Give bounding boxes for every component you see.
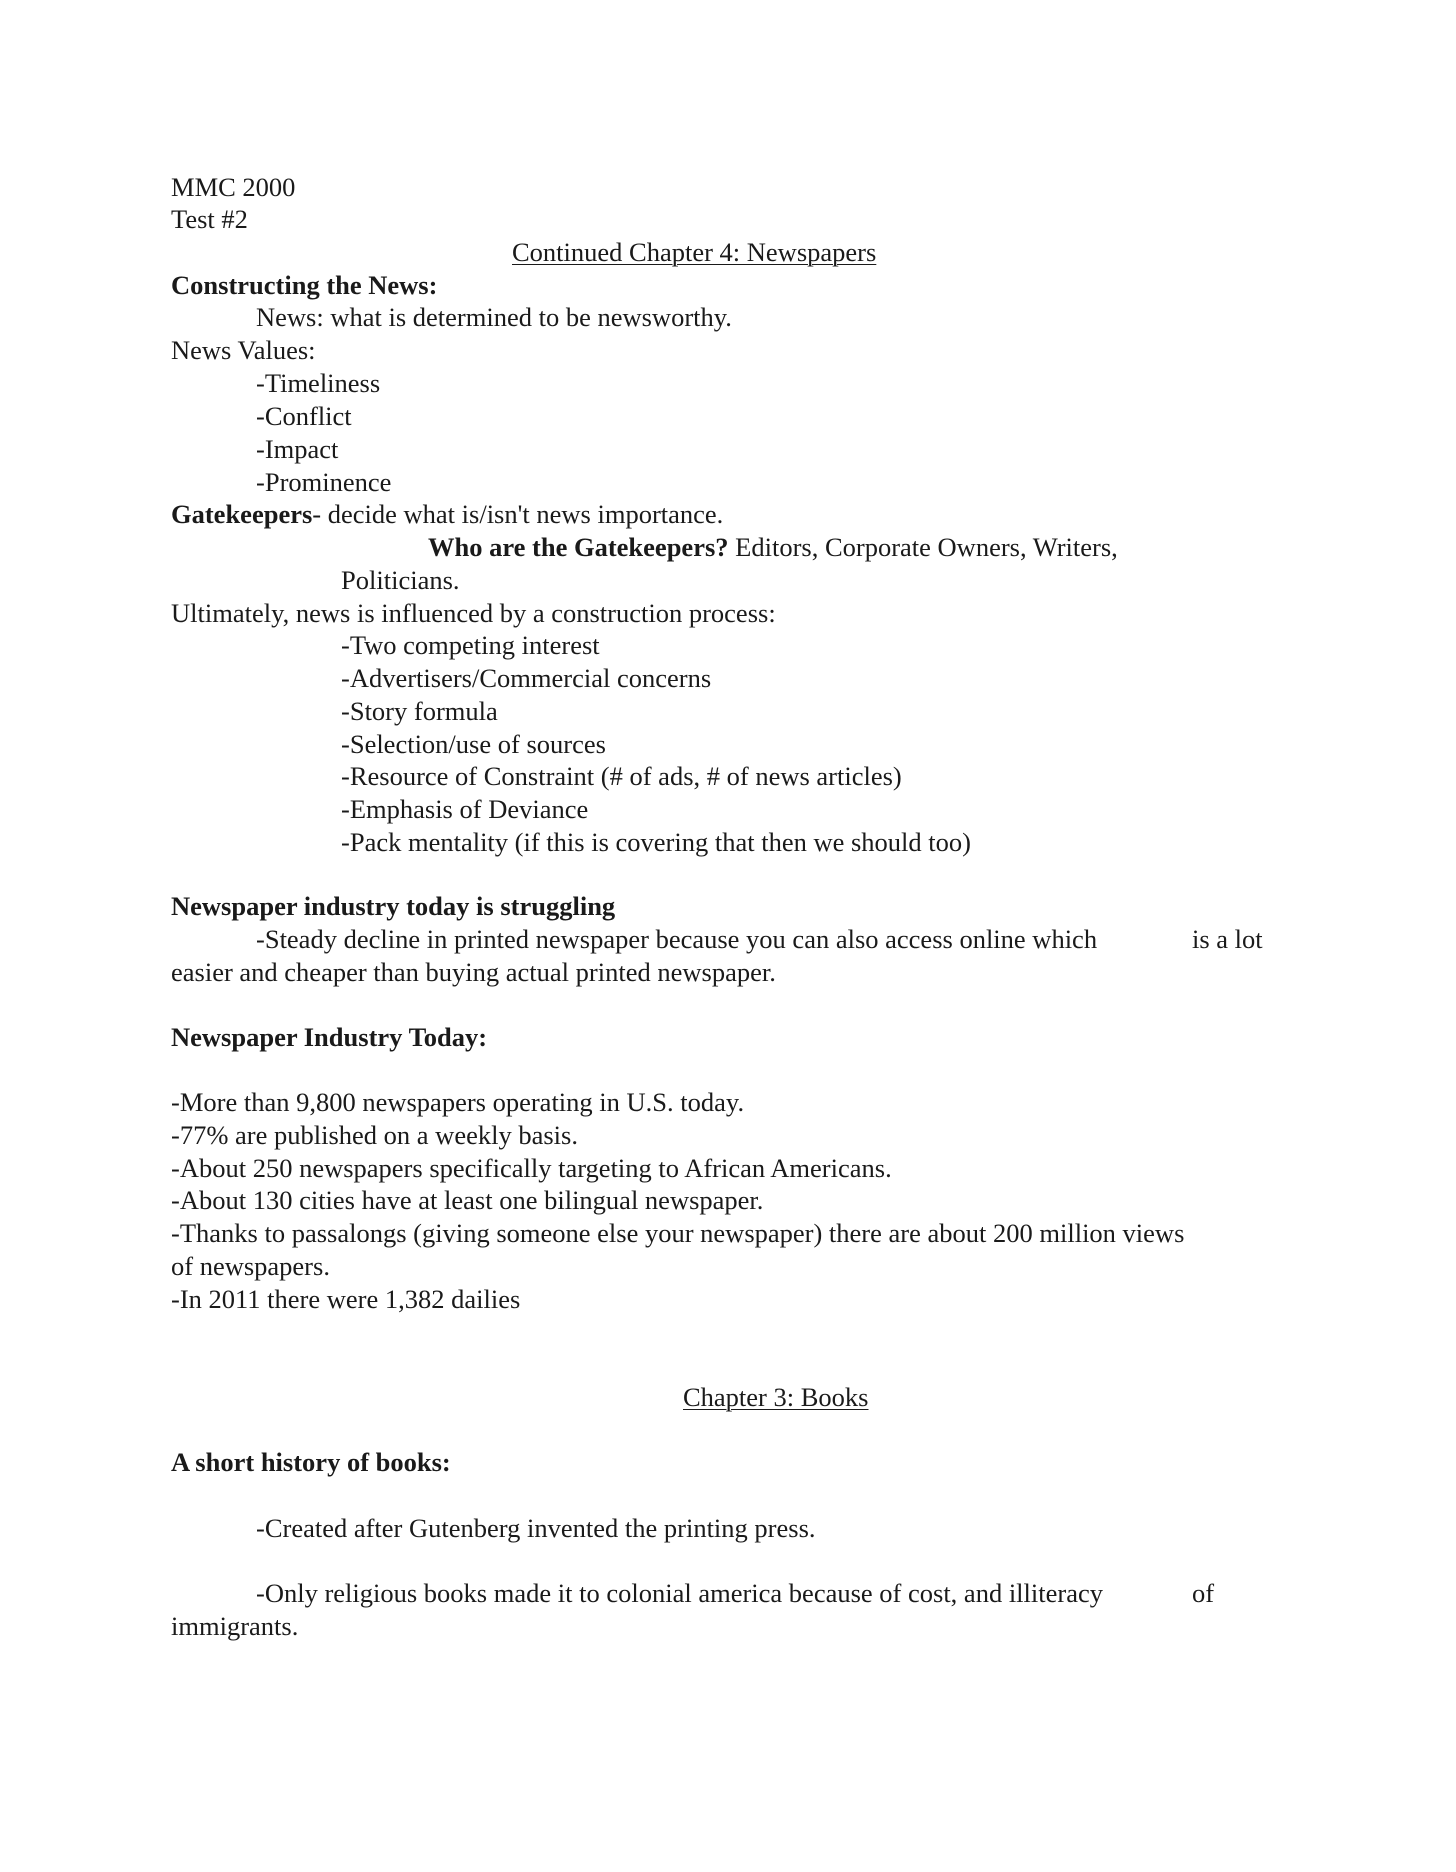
struggling-text-line2: easier and cheaper than buying actual printed newspaper. [171, 957, 776, 987]
news-values-label: News Values: [171, 335, 316, 365]
industry-fact: -77% are published on a weekly basis. [171, 1120, 578, 1150]
chapter-4-title: Continued Chapter 4: Newspapers [512, 237, 877, 267]
construction-item: -Story formula [341, 696, 498, 726]
construction-item: -Emphasis of Deviance [341, 794, 589, 824]
test-number: Test #2 [171, 204, 248, 234]
construction-item: -Pack mentality (if this is covering that then we should too) [341, 827, 971, 857]
gatekeepers-definition: - decide what is/isn't news importance. [312, 499, 724, 529]
industry-fact: -About 250 newspapers specifically targeting to African Americans. [171, 1153, 892, 1183]
industry-fact-continued: of newspapers. [171, 1251, 330, 1281]
gatekeepers-question-line [428, 531, 1118, 563]
books-point-1: -Created after Gutenberg invented the printing press. [256, 1513, 816, 1543]
industry-fact: -In 2011 there were 1,382 dailies [171, 1284, 521, 1314]
industry-fact: -About 130 cities have at least one bilingual newspaper. [171, 1185, 764, 1215]
news-definition: News: what is determined to be newsworthy. [256, 302, 732, 332]
news-value-item: -Timeliness [256, 368, 381, 398]
books-history-heading: A short history of books: [171, 1447, 451, 1477]
struggling-text-line1-tail: is a lot [1192, 924, 1263, 954]
news-value-item: -Impact [256, 434, 339, 464]
industry-today-heading: Newspaper Industry Today: [171, 1022, 488, 1052]
construction-intro: Ultimately, news is influenced by a construction process: [171, 598, 776, 628]
construction-item: -Advertisers/Commercial concerns [341, 663, 712, 693]
books-point-2-line1: -Only religious books made it to colonial america because of cost, and illiteracy [256, 1578, 1103, 1608]
construction-item: -Two competing interest [341, 630, 600, 660]
construction-item: -Selection/use of sources [341, 729, 606, 759]
constructing-news-heading: Constructing the News: [171, 270, 438, 300]
gatekeepers-question: Who are the Gatekeepers? [428, 532, 729, 562]
news-value-item: -Prominence [256, 467, 392, 497]
gatekeepers-answer: Editors, Corporate Owners, Writers, [728, 532, 1118, 562]
gatekeepers-line [171, 498, 723, 530]
struggling-heading: Newspaper industry today is struggling [171, 891, 616, 921]
industry-fact: -Thanks to passalongs (giving someone else your newspaper) there are about 200 million views [171, 1218, 1185, 1248]
chapter-3-title: Chapter 3: Books [683, 1382, 869, 1412]
books-point-2-line1-tail: of [1192, 1578, 1215, 1608]
books-point-2-line2: immigrants. [171, 1611, 299, 1641]
gatekeepers-answer-continued: Politicians. [341, 565, 460, 595]
course-code: MMC 2000 [171, 172, 296, 202]
struggling-text-line1: -Steady decline in printed newspaper because you can also access online which [256, 924, 1098, 954]
industry-fact: -More than 9,800 newspapers operating in U.S. today. [171, 1087, 745, 1117]
news-value-item: -Conflict [256, 401, 352, 431]
gatekeepers-term: Gatekeepers [171, 499, 313, 529]
construction-item: -Resource of Constraint (# of ads, # of news articles) [341, 761, 902, 791]
